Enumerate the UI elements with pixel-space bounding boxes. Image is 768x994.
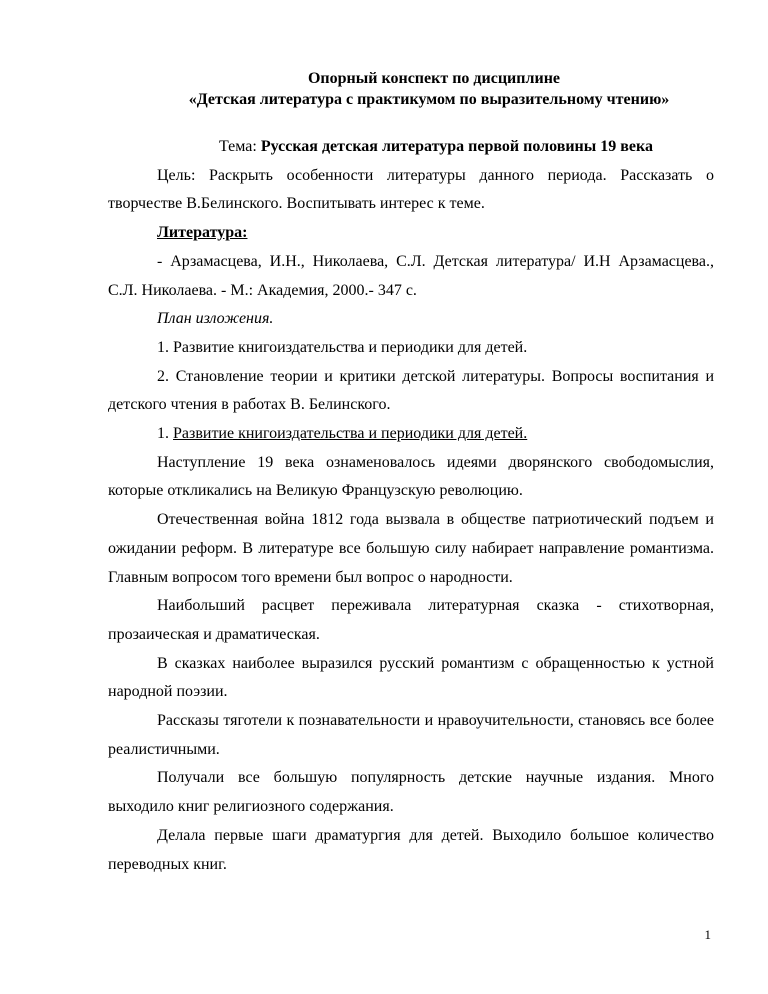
section-1-title: Развитие книгоиздательства и периодики для детей. (173, 425, 528, 443)
literature-heading-line (108, 219, 714, 248)
body-paragraph-2: Отечественная война 1812 года вызвала в обществе патриотический подъем и ожидании реформ. В литературе все большую силу набирает направление романтизма. Главным вопросом того времени был вопрос о народности. (108, 511, 714, 586)
body-paragraph-4: В сказках наиболее выразился русский романтизм с обращенностью к устной народной поэзии. (108, 654, 714, 701)
plan-heading: План изложения. (157, 310, 274, 328)
topic-line (108, 133, 714, 162)
topic-label: Тема: (219, 138, 261, 155)
body-paragraph-3: Наибольший расцвет переживала литературная сказка - стихотворная, прозаическая и драматическая. (108, 597, 714, 643)
plan-item-2: 2. Становление теории и критики детской литературы. Вопросы воспитания и детского чтения в работах В. Белинского. (108, 367, 714, 414)
body-paragraph-6: Получали все большую популярность детские научные издания. Много выходило книг религиозного содержания. (108, 769, 714, 816)
header-line-2: «Детская литература с практикумом по выразительному чтению» (188, 91, 670, 108)
header-line-1: Опорный конспект по дисциплине (307, 70, 561, 87)
document-body (108, 133, 714, 879)
plan-item-1: 1. Развитие книгоиздательства и периодики для детей. (157, 338, 528, 356)
body-paragraph-7: Делала первые шаги драматургия для детей. Выходило большое количество переводных книг. (108, 826, 714, 873)
document-header (0, 68, 768, 110)
body-paragraph-1: Наступление 19 века ознаменовалось идеями дворянского свободомыслия, которые откликались на Великую Французскую революцию. (108, 453, 714, 500)
body-paragraph-5: Рассказы тяготели к познавательности и нравоучительности, становясь все более реалистичными. (108, 712, 714, 758)
literature-source: - Арзамасцева, И.Н., Николаева, С.Л. Детская литература/ И.Н Арзамасцева., С.Л. Николаева. - М.: Академия, 2000.- 347 с. (108, 252, 714, 299)
section-1-heading (108, 420, 714, 449)
literature-heading: Литература: (157, 224, 248, 242)
page-number: 1 (704, 927, 711, 942)
section-1-number: 1. (157, 425, 173, 443)
topic-title: Русская детская литература первой половины 19 века (260, 138, 653, 155)
goal-paragraph: Цель: Раскрыть особенности литературы данного периода. Рассказать о творчестве В.Белинского. Воспитывать интерес к теме. (108, 166, 714, 213)
